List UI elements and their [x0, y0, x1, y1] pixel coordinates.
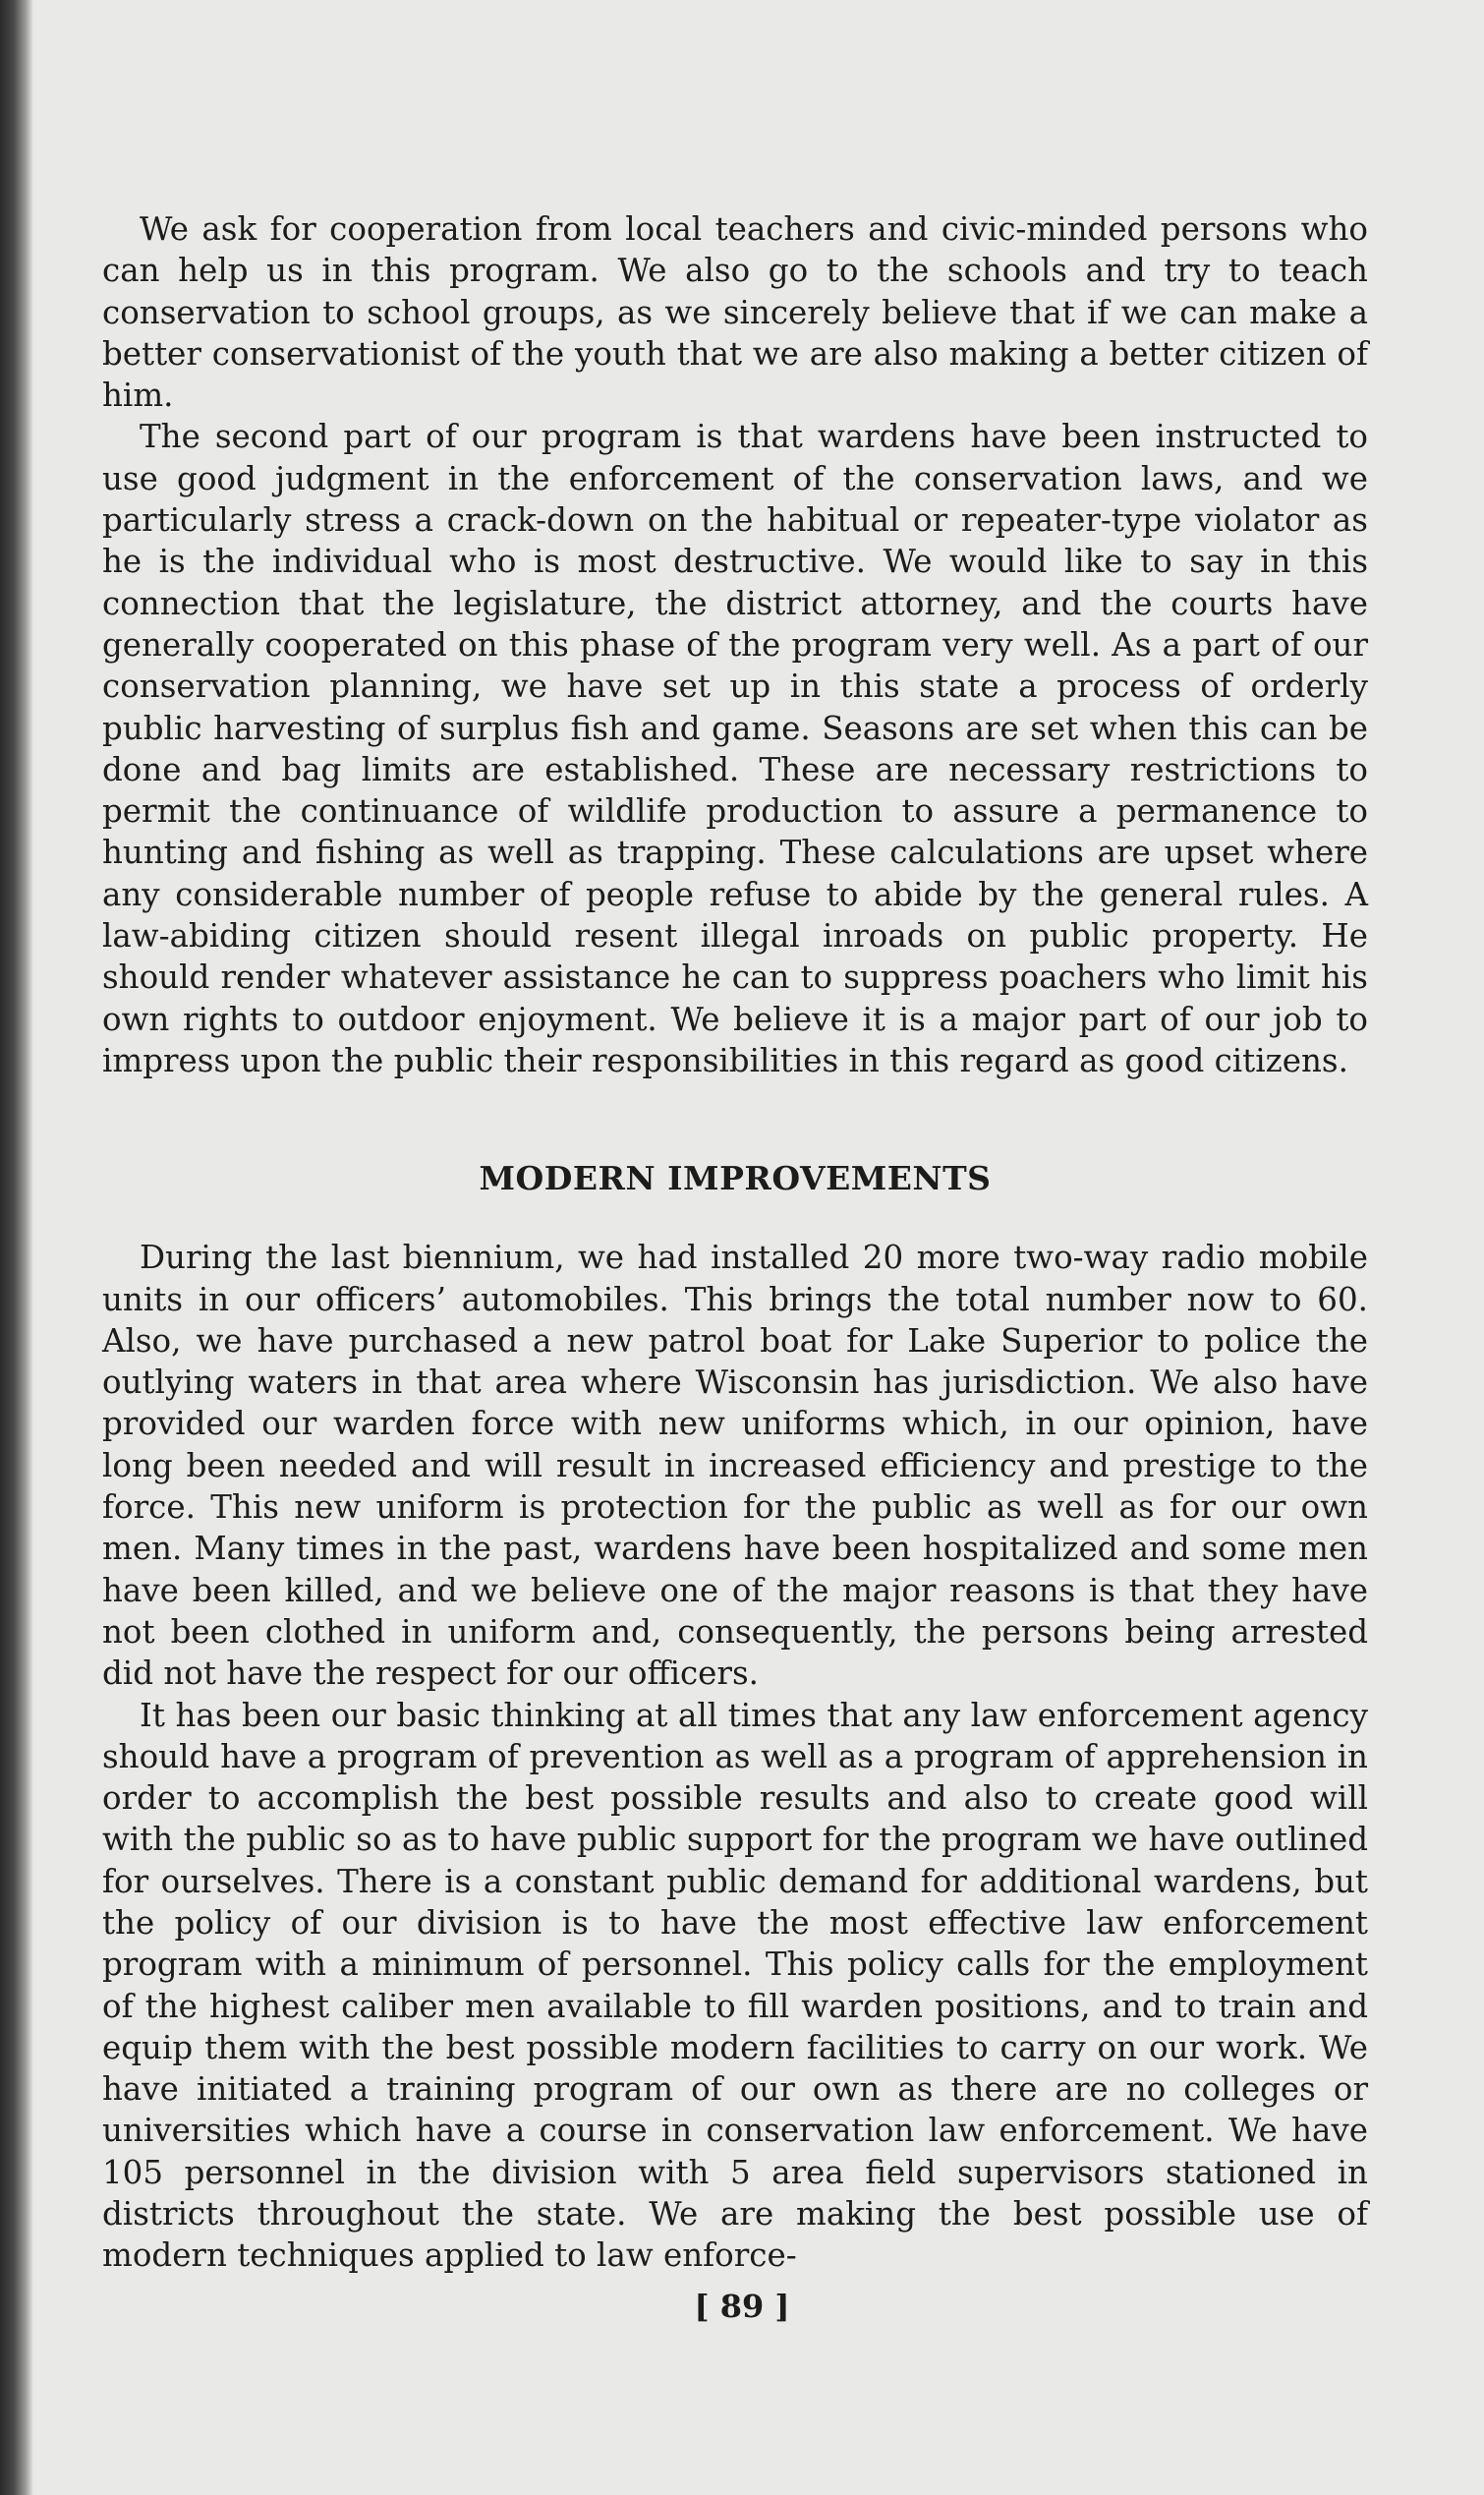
section-heading-modern-improvements: MODERN IMPROVEMENTS [479, 1159, 992, 1198]
paragraph-cooperation: We ask for cooperation from local teachers and civic-minded persons who can help us in this program. We also go to the schools and try to teach conservation to school groups, as we sincerely believe that if we can make a better conservationist of the youth that we are also making a better citizen of him. [102, 210, 1368, 415]
paragraph-enforcement: The second part of our program is that wardens have been instructed to use good judgment in the enforcement of the conservation laws, and we particularly stress a crack-down on the habitual or repeater-type violator as he is the individual who is most destructive. We would like to say in this connection that the legislature, the district attorney, and the courts have generally cooperated on this phase of the program very well. As a part of our conservation planning, we have set up in this state a process of orderly public harvesting of surplus fish and game. Seasons are set when this can be done and bag limits are established. These are necessary restrictions to permit the continuance of wildlife production to assure a permanence to hunting and fishing as well as trapping. These calculations are upset where any considerable number of people refuse to abide by the general rules. A law-abiding citizen should resent illegal inroads on public property. He should render whatever assistance he can to suppress poachers who limit his own rights to outdoor enjoyment. We believe it is a major part of our job to impress upon the public their responsibilities in this regard as good citizens. [102, 418, 1368, 1079]
page-number: [ 89 ] [694, 2288, 790, 2325]
binding-edge [0, 0, 33, 2495]
paragraph-prevention: It has been our basic thinking at all times that any law enforcement agency should have a program of prevention as well as a program of apprehension in order to accomplish the best possible results and also to create good will with the public so as to have public support for the program we have outlined for ourselves. There is a constant public demand for additional wardens, but the policy of our division is to have the most effective law enforcement program with a minimum of personnel. This policy calls for the employment of the highest caliber men available to fill warden positions, and to train and equip them with the best possible modern facilities to carry on our work. We have initiated a training program of our own as there are no colleges or universities which have a course in conservation law enforcement. We have 105 personnel in the division with 5 area field supervisors stationed in districts throughout the state. We are making the best possible use of modern techniques applied to law enforce- [102, 1696, 1368, 2275]
paragraph-radio-units: During the last biennium, we had installed 20 more two-way radio mobile units in our officers’ automobiles. This brings the total number now to 60. Also, we have purchased a new patrol boat for Lake Superior to police the outlying waters in that area where Wisconsin has jurisdiction. We also have provided our warden force with new uniforms which, in our opinion, have long been needed and will result in increased efficiency and prestige to the force. This new uniform is protection for the public as well as for our own men. Many times in the past, wardens have been hospitalized and some men have been killed, and we believe one of the major reasons is that they have not been clothed in uniform and, consequently, the persons being arrested did not have the respect for our officers. [102, 1239, 1368, 1693]
page-body [102, 208, 1368, 2277]
